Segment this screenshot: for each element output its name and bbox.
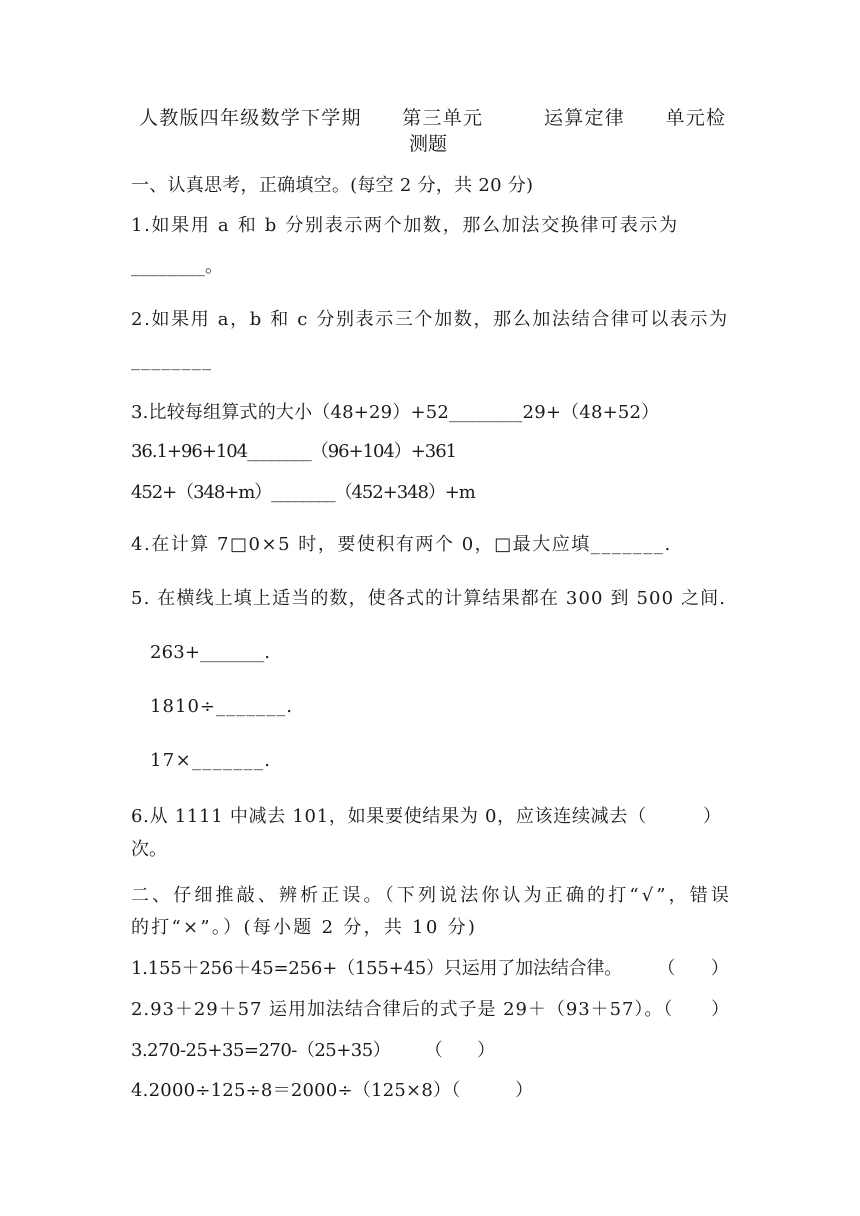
section-2-question-3: 3.270-25+35=270-（25+35） （ ） [131,1040,495,1061]
section-2-header-line-2: 的打“×”。）(每小题 2 分，共 10 分) [131,917,478,938]
question-6-line-1: 6.从 1111 中减去 101，如果要使结果为 0，应该连续减去（ ） [131,806,722,827]
question-1-line-1: 1.如果用 a 和 b 分别表示两个加数，那么加法交换律可表示为 [131,215,679,236]
question-2-line-2: ________ [131,350,213,371]
question-5-blank-b: 1810÷_______. [150,696,294,717]
question-6-line-2: 次。 [131,839,167,860]
title-line-2: 测题 [409,133,448,155]
section-2-header-line-1: 二、仔细推敲、辨析正误。（下列说法你认为正确的打“√”，错误 [131,885,733,906]
title-line-1: 人教版四年级数学下学期 第三单元 运算定律 单元检 [139,107,727,129]
section-2-question-1: 1.155＋256＋45=256+（155+45）只运用了加法结合律。 （ ） [131,958,729,979]
section-2-question-4: 4.2000÷125÷8＝2000÷（125×8）（ ） [131,1080,534,1101]
question-5-blank-c: 17×_______. [150,750,272,771]
question-5: 5. 在横线上填上适当的数，使各式的计算结果都在 300 到 500 之间. [131,588,727,609]
section-2-question-2: 2.93＋29＋57 运用加法结合律后的式子是 29＋（93＋57）。（ ） [131,999,731,1020]
question-4: 4.在计算 7□0×5 时，要使积有两个 0，□最大应填_______. [131,534,672,555]
section-1-header: 一、认真思考，正确填空。(每空 2 分，共 20 分) [131,175,534,196]
question-2-line-1: 2.如果用 a，b 和 c 分别表示三个加数，那么加法结合律可以表示为 [131,309,729,330]
question-3-line-1: 3.比较每组算式的大小（48+29）+52________29+（48+52） [131,402,660,423]
question-3-line-3: 452+（348+m）________（452+348）+m [131,482,475,503]
question-1-line-2: ________。 [131,256,224,277]
question-5-blank-a: 263+_______. [150,642,271,663]
question-3-line-2: 36.1+96+104________（96+104）+361 [131,441,457,462]
